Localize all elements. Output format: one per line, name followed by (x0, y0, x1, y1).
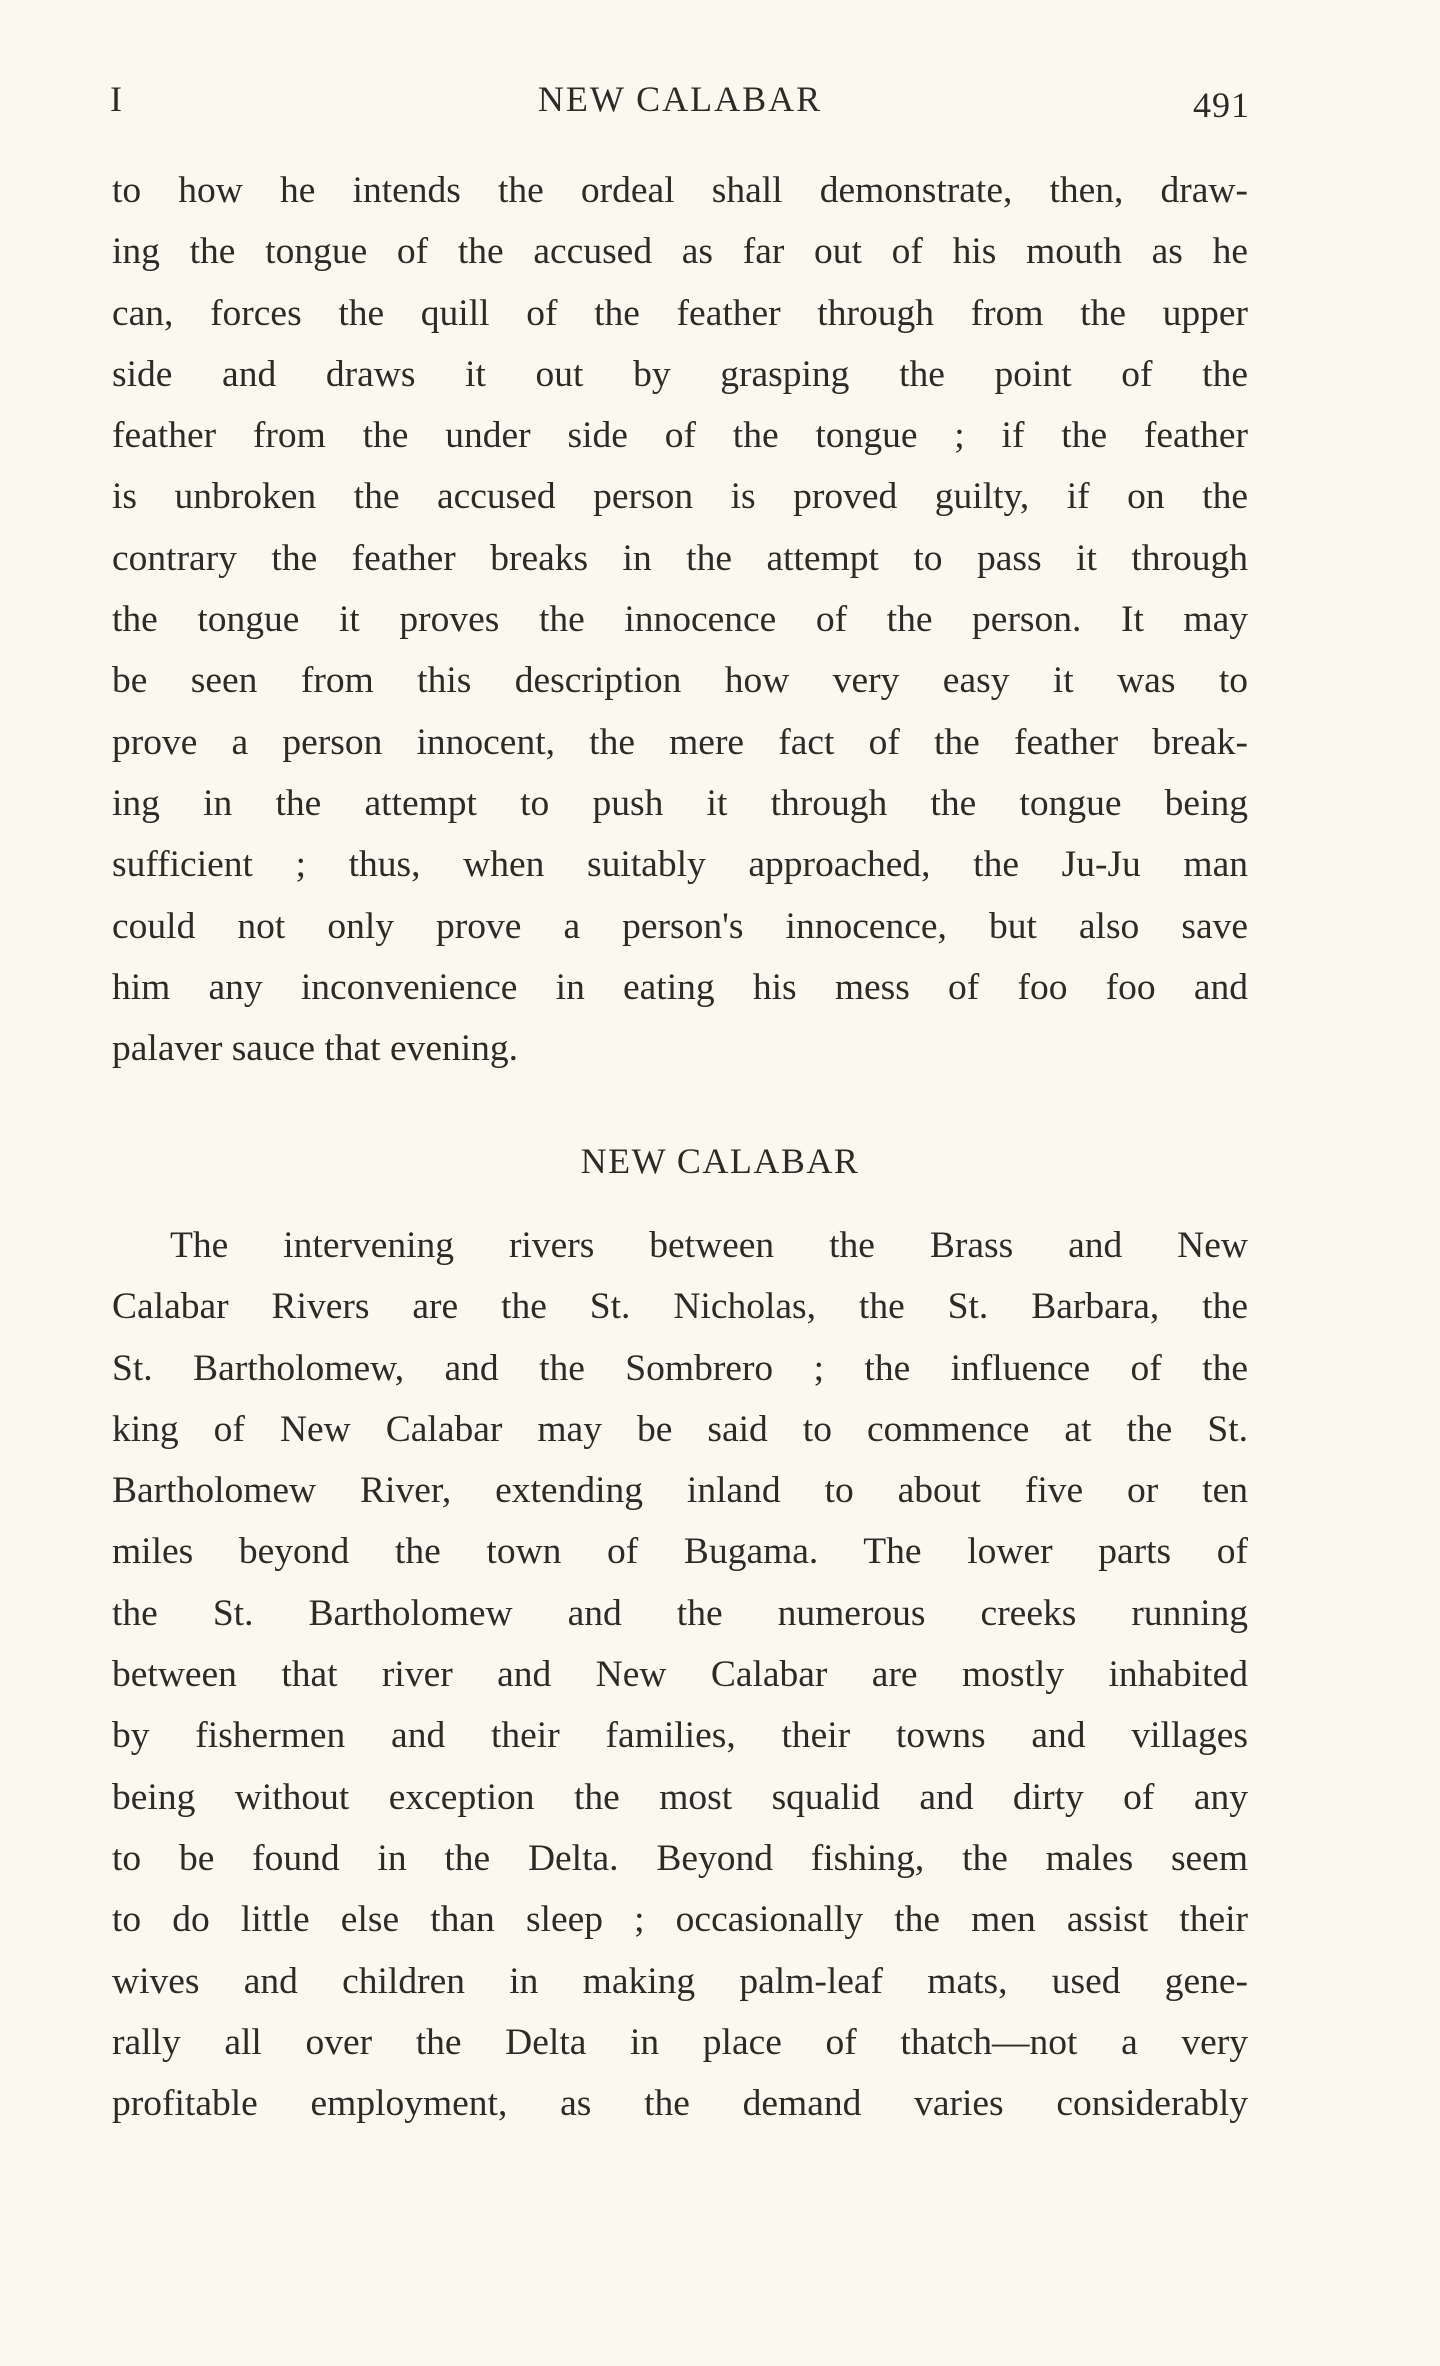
text-line: Calabar Rivers are the St. Nicholas, the St. Barbara, the (112, 1286, 1248, 1328)
text-line: be seen from this description how very easy it was to (112, 660, 1248, 702)
running-title: NEW CALABAR (537, 79, 823, 119)
text-line: can, forces the quill of the feather through from the upper (112, 292, 1248, 334)
text-line: to do little else than sleep ; occasionally the men assist their (112, 1899, 1248, 1941)
text-line: could not only prove a person's innocence, but also save (112, 905, 1248, 947)
paragraph-ordeal (112, 160, 1248, 1079)
text-line: wives and children in making palm-leaf mats, used gene- (112, 1960, 1248, 2002)
text-line: side and draws it out by grasping the point of the (112, 353, 1248, 395)
text-line: rally all over the Delta in place of thatch—not a very (112, 2021, 1248, 2063)
text-line: being without exception the most squalid and dirty of any (112, 1776, 1248, 1818)
text-line: him any inconvenience in eating his mess of foo foo and (112, 966, 1248, 1008)
text-line: to be found in the Delta. Beyond fishing, the males seem (112, 1837, 1248, 1879)
text-line: king of New Calabar may be said to commence at the St. (112, 1408, 1248, 1450)
text-line: ing in the attempt to push it through the tongue being (112, 782, 1248, 824)
text-line: to how he intends the ordeal shall demonstrate, then, draw- (112, 170, 1248, 211)
text-line: prove a person innocent, the mere fact of the feather break- (112, 721, 1248, 763)
text-line: profitable employment, as the demand varies considerably (112, 2083, 1248, 2125)
text-line: the tongue it proves the innocence of the person. It may (112, 599, 1248, 641)
text-line: contrary the feather breaks in the attempt to pass it through (112, 537, 1248, 579)
page-header (110, 78, 1250, 128)
section-marker: I (110, 79, 123, 119)
section-heading: NEW CALABAR (580, 1141, 860, 1181)
text-line: by fishermen and their families, their towns and villages (112, 1715, 1248, 1757)
text-line: miles beyond the town of Bugama. The lower parts of (112, 1531, 1248, 1573)
paragraph-new-calabar (112, 1215, 1248, 2134)
text-line: the St. Bartholomew and the numerous creeks running (112, 1592, 1248, 1634)
text-line: between that river and New Calabar are mostly inhabited (112, 1654, 1248, 1696)
text-line: Bartholomew River, extending inland to about five or ten (112, 1470, 1248, 1512)
text-line: St. Bartholomew, and the Sombrero ; the influence of the (112, 1347, 1248, 1389)
page-number: 491 (1193, 85, 1250, 125)
text-line: palaver sauce that evening. (112, 1028, 519, 1070)
text-line: sufficient ; thus, when suitably approached, the Ju-Ju man (112, 844, 1248, 886)
text-line: is unbroken the accused person is proved guilty, if on the (112, 476, 1248, 518)
text-line: ing the tongue of the accused as far out of his mouth as he (112, 231, 1248, 273)
text-line: The intervening rivers between the Brass and New (170, 1225, 1248, 1266)
text-line: feather from the under side of the tongue ; if the feather (112, 415, 1248, 457)
